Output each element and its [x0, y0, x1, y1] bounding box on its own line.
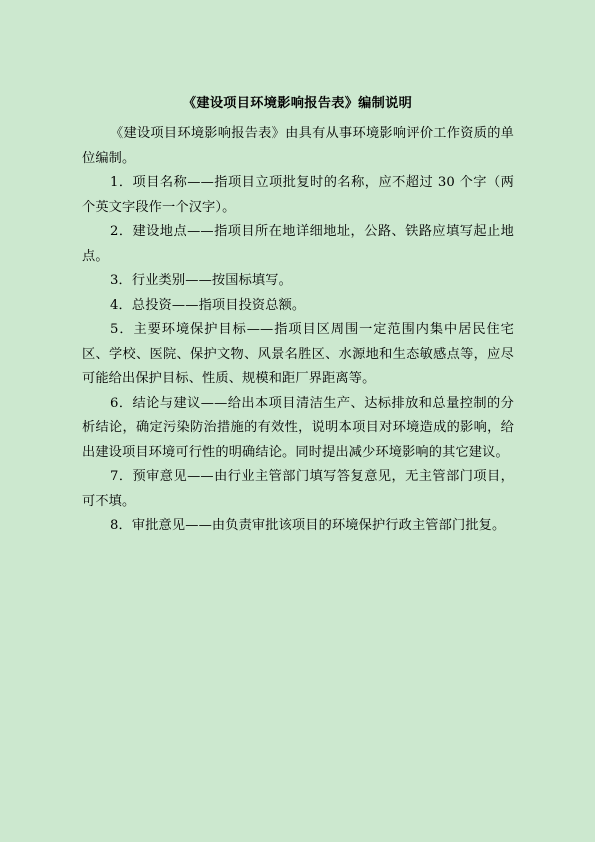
paragraph-construction-site: 2．建设地点——指项目所在地详细地址，公路、铁路应填写起止地点。 [82, 224, 514, 264]
document-body [82, 122, 514, 539]
paragraph-total-investment: 4．总投资——指项目投资总额。 [110, 297, 306, 313]
paragraph-conclusions: 6．结论与建议——给出本项目清洁生产、达标排放和总量控制的分析结论，确定污染防治措施的有效性，说明本项目对环境造成的影响，给出建设项目环境可行性的明确结论。同时提出减少环境影响的其它建议。 [82, 395, 514, 460]
document-title: 《建设项目环境影响报告表》编制说明 [182, 96, 413, 111]
paragraph-approval-opinion: 8．审批意见——由负责审批该项目的环境保护行政主管部门批复。 [110, 518, 506, 533]
paragraph-intro: 《建设项目环境影响报告表》由具有从事环境影响评价工作资质的单位编制。 [82, 126, 514, 166]
paragraph-project-name: 1．项目名称——指项目立项批复时的名称，应不超过 30 个字（两个英文字段作一个汉字）。 [82, 175, 514, 215]
paragraph-preliminary-review: 7．预审意见——由行业主管部门填写答复意见，无主管部门项目，可不填。 [82, 469, 514, 509]
paragraph-protection-targets: 5．主要环境保护目标——指项目区周围一定范围内集中居民住宅区、学校、医院、保护文物、风景名胜区、水源地和生态敏感点等，应尽可能给出保护目标、性质、规模和距厂界距离等。 [82, 322, 514, 386]
paragraph-industry-category: 3．行业类别——按国标填写。 [110, 273, 292, 288]
